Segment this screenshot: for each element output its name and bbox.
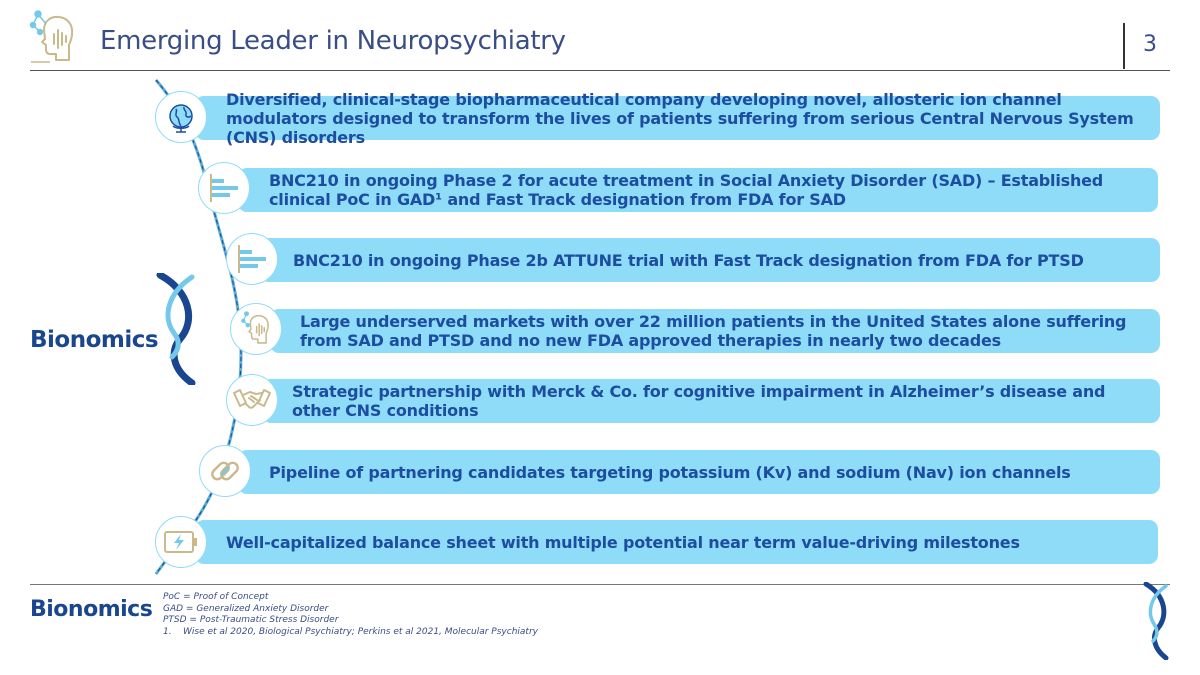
- footnotes: [163, 592, 538, 638]
- item-text-7: Well-capitalized balance sheet with multiple potential near term value-driving milestones: [226, 532, 1020, 552]
- item-icon-circle-5: [226, 374, 278, 426]
- footer-rule: [30, 584, 1170, 585]
- item-bar-4: [270, 309, 1160, 353]
- item-text-3: BNC210 in ongoing Phase 2b ATTUNE trial with Fast Track designation from FDA for PTSD: [293, 250, 1084, 270]
- item-bar-6: [238, 450, 1160, 494]
- battery-charging-icon: [163, 529, 199, 555]
- brand-logo-main: Bionomics: [30, 327, 159, 353]
- item-icon-circle-2: [198, 162, 250, 214]
- header-rule: [30, 70, 1170, 71]
- footnote-reference: [163, 627, 538, 639]
- item-bar-7: [195, 520, 1158, 564]
- title-divider: [1123, 23, 1125, 69]
- brand-mark-icon: [1138, 582, 1173, 660]
- footnote-ref-text: Wise et al 2020, Biological Psychiatry; Perkins et al 2021, Molecular Psychiatry: [183, 626, 538, 637]
- item-icon-circle-4: [230, 303, 282, 355]
- item-text-4: Large underserved markets with over 22 million patients in the United States alone suffering from SAD and PTSD and no new FDA approved therapies in nearly two decades: [300, 312, 1127, 350]
- item-text-5: Strategic partnership with Merck & Co. for cognitive impairment in Alzheimer’s disease and other CNS conditions: [292, 382, 1106, 420]
- item-text-2: BNC210 in ongoing Phase 2 for acute treatment in Social Anxiety Disorder (SAD) – Established clinical PoC in GAD¹ and Fast Track designation from FDA for SAD: [269, 171, 1104, 209]
- footnote-line: PoC = Proof of Concept: [163, 592, 269, 602]
- footnote-line: GAD = Generalized Anxiety Disorder: [163, 603, 329, 614]
- item-text-6: Pipeline of partnering candidates targeting potassium (Kv) and sodium (Nav) ion channels: [269, 462, 1071, 482]
- item-icon-circle-7: [155, 516, 207, 568]
- item-icon-circle-6: [199, 445, 251, 497]
- head-brain-icon: [239, 310, 273, 348]
- brand-mark-icon: [150, 273, 205, 385]
- head-brain-icon: [28, 8, 78, 68]
- footnote-ref-number: 1.: [163, 626, 172, 637]
- bar-chart-icon: [235, 242, 269, 276]
- brand-logo-footer: Bionomics: [30, 597, 153, 622]
- item-bar-5: [262, 379, 1160, 423]
- item-text-1: Diversified, clinical-stage biopharmaceutical company developing novel, allosteric ion channel modulators designed to transform the lives of patients suffering from serious Central Nervous System (CNS) disorders: [226, 89, 1134, 147]
- page-number: 3: [1143, 32, 1157, 57]
- chain-link-icon: [208, 454, 242, 488]
- item-bar-2: [238, 168, 1158, 212]
- footnote-line: PTSD = Post-Traumatic Stress Disorder: [163, 615, 339, 626]
- globe-icon: [164, 100, 198, 134]
- item-icon-circle-1: [155, 91, 207, 143]
- item-bar-1: [195, 89, 1160, 147]
- handshake-icon: [232, 383, 272, 417]
- bar-chart-icon: [207, 171, 241, 205]
- item-icon-circle-3: [226, 233, 278, 285]
- page-title: Emerging Leader in Neuropsychiatry: [100, 26, 566, 56]
- item-bar-3: [260, 238, 1160, 282]
